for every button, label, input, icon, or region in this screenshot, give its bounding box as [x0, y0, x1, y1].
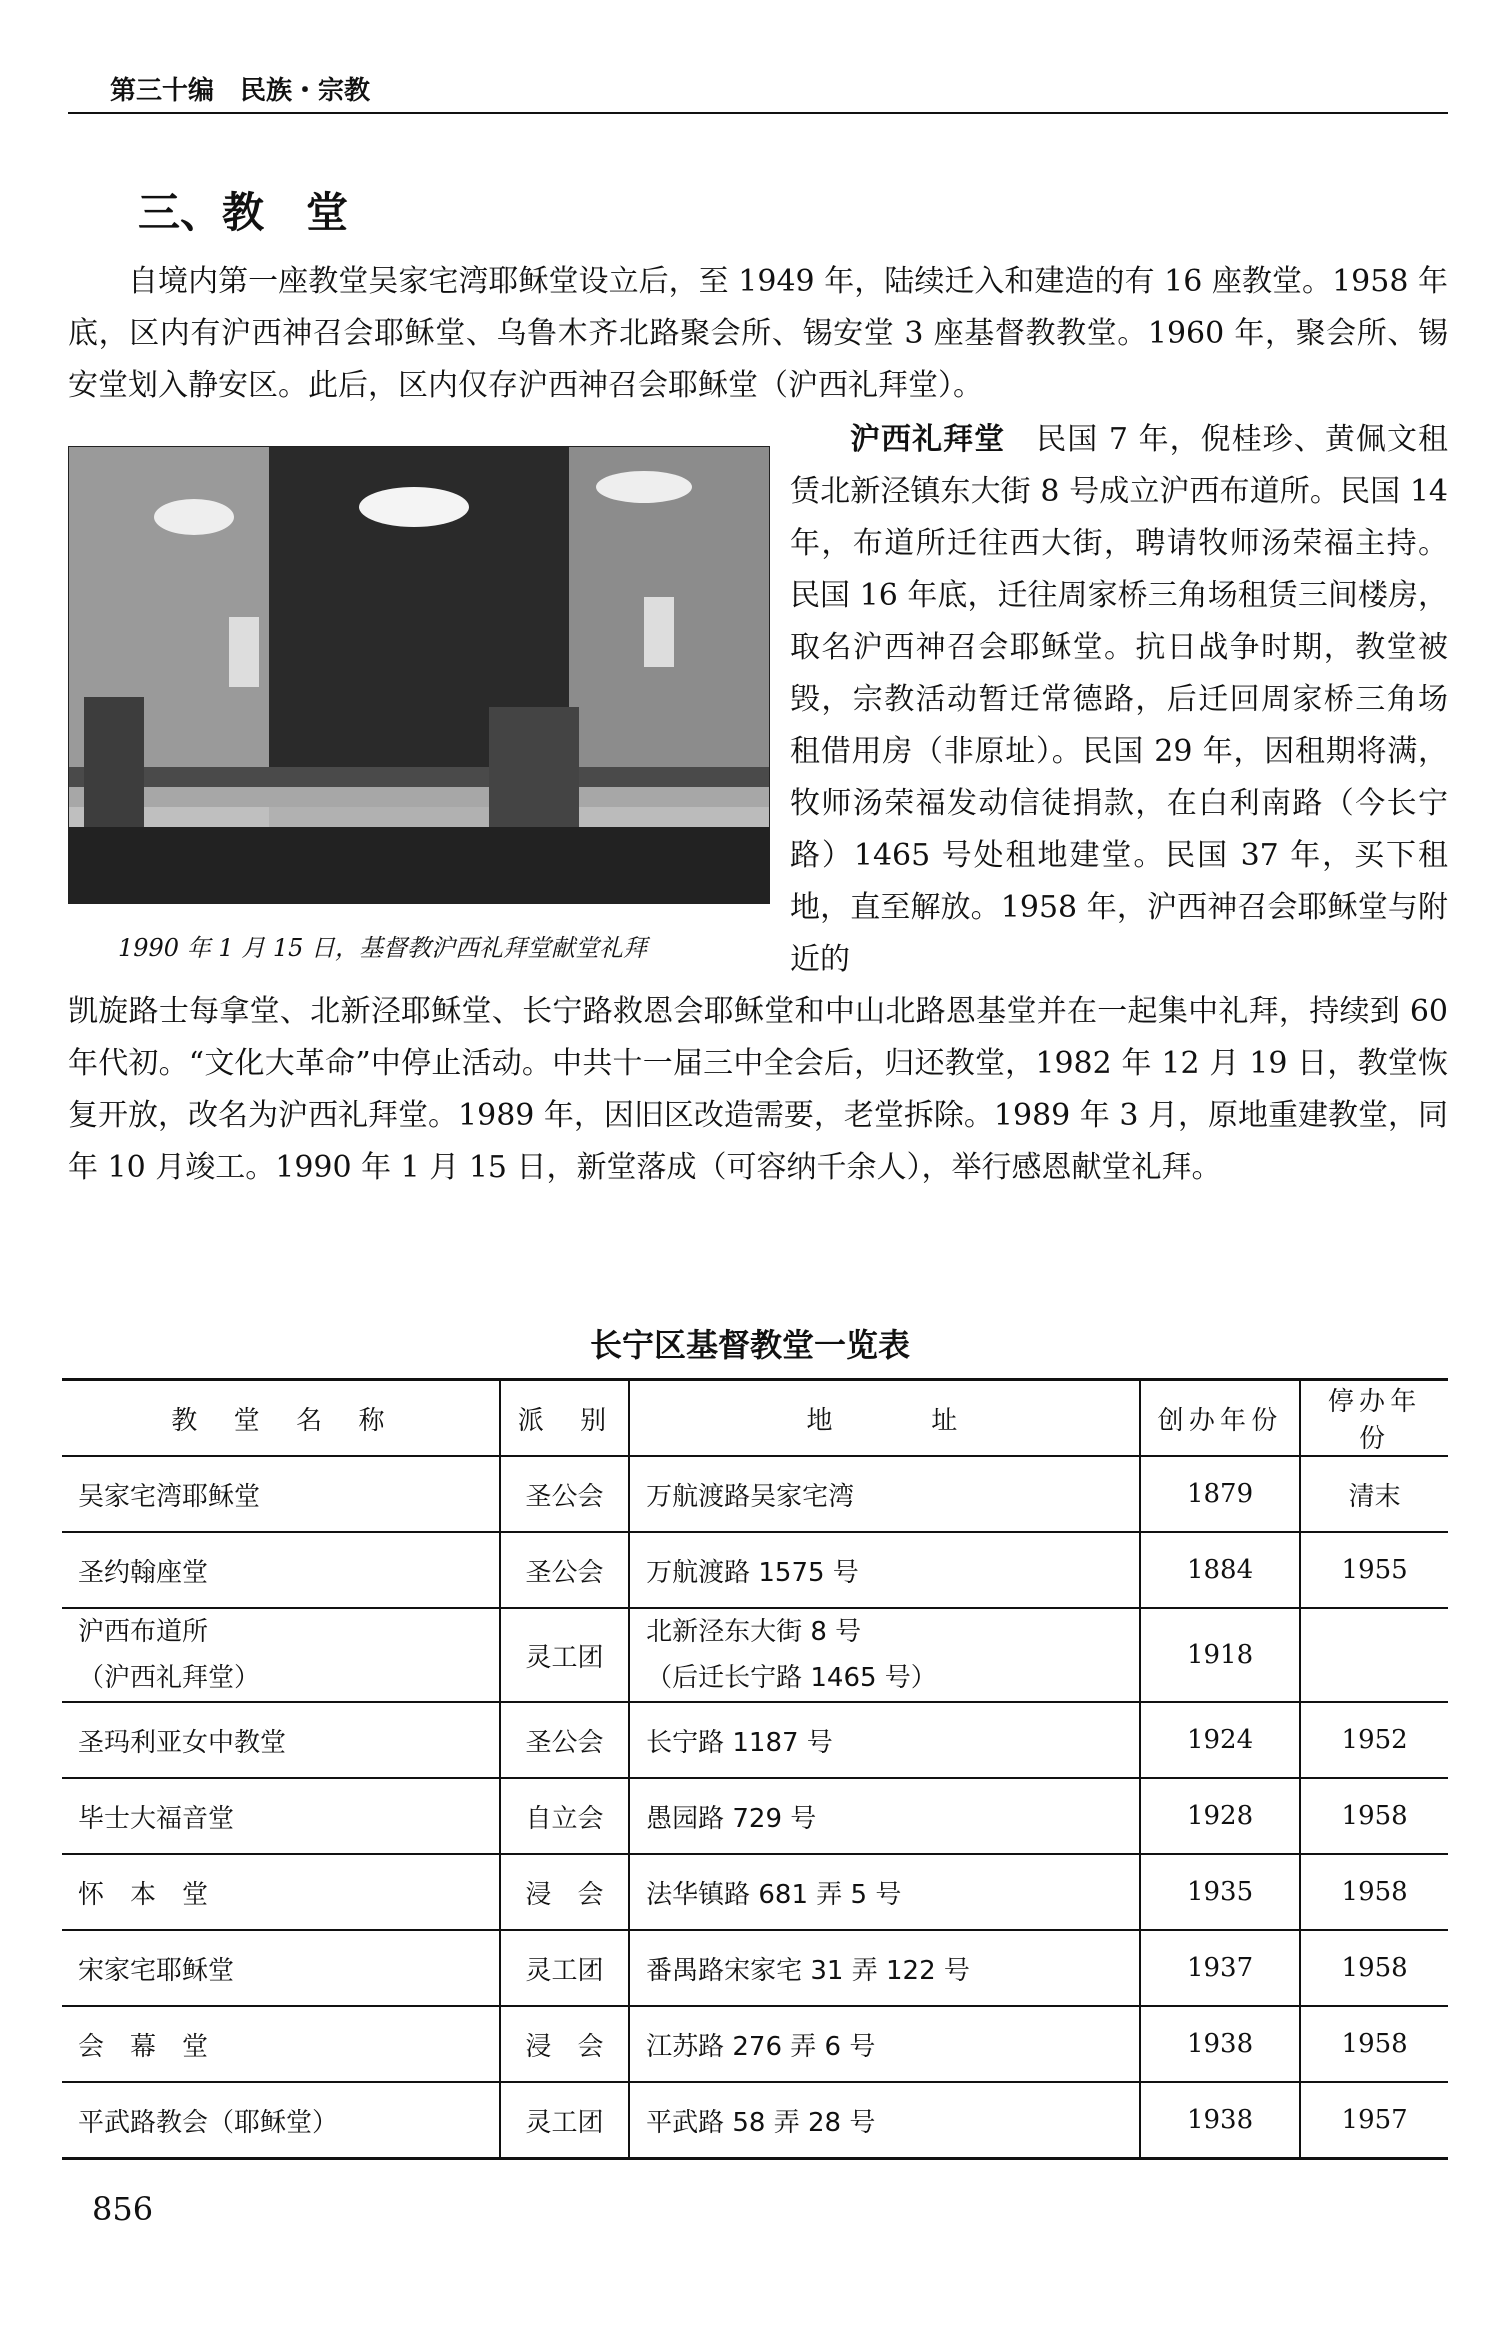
table-row — [62, 1854, 1448, 1930]
church-address: 法华镇路 681 弄 5 号 — [629, 1854, 1140, 1930]
table-row — [62, 1702, 1448, 1778]
church-address: 番禺路宋家宅 31 弄 122 号 — [629, 1930, 1140, 2006]
church-name-line: （沪西礼拜堂） — [78, 1663, 261, 1693]
church-founded: 1938 — [1140, 2006, 1300, 2082]
church-sect: 圣公会 — [500, 1702, 629, 1778]
church-closed: 1952 — [1300, 1702, 1448, 1778]
church-address: 万航渡路 1575 号 — [629, 1532, 1140, 1608]
church-name: 会 幕 堂 — [62, 2006, 500, 2082]
header-name: 教 堂 名 称 — [62, 1380, 500, 1457]
church-sect: 灵工团 — [500, 1608, 629, 1702]
header-sect: 派 别 — [500, 1380, 629, 1457]
church-closed: 清末 — [1300, 1456, 1448, 1532]
church-address: 江苏路 276 弄 6 号 — [629, 2006, 1140, 2082]
huxi-church-text: 民国 7 年，倪桂珍、黄佩文租赁北新泾镇东大街 8 号成立沪西布道所。民国 14 年，布道所迁往西大街，聘请牧师汤荣福主持。民国 16 年底，迁往周家桥三角场租赁三间楼房，取名沪西神召会耶稣堂。抗日战争时期，教堂被毁，宗教活动暂迁常德路，后迁回周家桥三角场租借用房（非原址）。民国 29 年，因租期将满，牧师汤荣福发动信徒捐款，在白利南路（今长宁路）1465 号处租地建堂。民国 37 年，买下租地，直至解放。1958 年，沪西神召会耶稣堂与附近的 — [790, 422, 1448, 977]
page-number: 856 — [92, 2190, 154, 2228]
church-closed: 1958 — [1300, 2006, 1448, 2082]
church-closed: 1958 — [1300, 1854, 1448, 1930]
huxi-church-lead: 沪西礼拜堂 — [850, 422, 1006, 457]
photo-caption: 1990 年 1 月 15 日，基督教沪西礼拜堂献堂礼拜 — [118, 934, 648, 962]
church-address: 愚园路 729 号 — [629, 1778, 1140, 1854]
church-address — [629, 1608, 1140, 1702]
church-closed: 1958 — [1300, 1778, 1448, 1854]
header-founded: 创办年份 — [1140, 1380, 1300, 1457]
church-table — [62, 1378, 1448, 2160]
church-closed: 1955 — [1300, 1532, 1448, 1608]
church-founded: 1935 — [1140, 1854, 1300, 1930]
table-header-row — [62, 1380, 1448, 1457]
table-row — [62, 1930, 1448, 2006]
church-closed: 1958 — [1300, 1930, 1448, 2006]
church-photo — [68, 446, 770, 904]
table-row — [62, 1778, 1448, 1854]
section-title: 三、教 堂 — [138, 188, 349, 237]
church-sect: 浸 会 — [500, 1854, 629, 1930]
church-name: 怀 本 堂 — [62, 1854, 500, 1930]
church-sect: 自立会 — [500, 1778, 629, 1854]
church-sect: 灵工团 — [500, 2082, 629, 2159]
church-name: 圣玛利亚女中教堂 — [62, 1702, 500, 1778]
church-name: 平武路教会（耶稣堂） — [62, 2082, 500, 2159]
table-title: 长宁区基督教堂一览表 — [589, 1326, 910, 1364]
church-founded: 1938 — [1140, 2082, 1300, 2159]
table-row — [62, 2006, 1448, 2082]
church-address: 长宁路 1187 号 — [629, 1702, 1140, 1778]
church-name: 圣约翰座堂 — [62, 1532, 500, 1608]
continuation-paragraph: 凯旋路士每拿堂、北新泾耶稣堂、长宁路救恩会耶稣堂和中山北路恩基堂并在一起集中礼拜，持续到 60 年代初。“文化大革命”中停止活动。中共十一届三中全会后，归还教堂，1982 年 12 月 19 日，教堂恢复开放，改名为沪西礼拜堂。1989 年，因旧区改造需要，老堂拆除。1989 年 3 月，原地重建教堂，同年 10 月竣工。1990 年 1 月 15 日，新堂落成（可容纳千余人），举行感恩献堂礼拜。 — [68, 994, 1448, 1185]
church-sect: 浸 会 — [500, 2006, 629, 2082]
church-sect: 灵工团 — [500, 1930, 629, 2006]
header-address: 地 址 — [629, 1380, 1140, 1457]
table-row — [62, 1532, 1448, 1608]
church-closed — [1300, 1608, 1448, 1702]
church-founded: 1924 — [1140, 1702, 1300, 1778]
church-name-line: 沪西布道所 — [78, 1617, 209, 1647]
church-founded: 1884 — [1140, 1532, 1300, 1608]
church-closed: 1957 — [1300, 2082, 1448, 2159]
church-address: 万航渡路吴家宅湾 — [629, 1456, 1140, 1532]
header-title: 第三十编 民族・宗教 — [110, 76, 371, 106]
table-row — [62, 1608, 1448, 1702]
church-sect: 圣公会 — [500, 1532, 629, 1608]
header-closed: 停办年份 — [1300, 1380, 1448, 1457]
church-founded: 1879 — [1140, 1456, 1300, 1532]
church-address-line: 北新泾东大街 8 号 — [646, 1617, 862, 1647]
church-address: 平武路 58 弄 28 号 — [629, 2082, 1140, 2159]
church-name: 毕士大福音堂 — [62, 1778, 500, 1854]
table-row — [62, 2082, 1448, 2159]
page-header — [68, 68, 1448, 114]
church-founded: 1928 — [1140, 1778, 1300, 1854]
table-row — [62, 1456, 1448, 1532]
church-sect: 圣公会 — [500, 1456, 629, 1532]
intro-paragraph: 自境内第一座教堂吴家宅湾耶稣堂设立后，至 1949 年，陆续迁入和建造的有 16 座教堂。1958 年底，区内有沪西神召会耶稣堂、乌鲁木齐北路聚会所、锡安堂 3 座基督教教堂。1960 年，聚会所、锡安堂划入静安区。此后，区内仅存沪西神召会耶稣堂（沪西礼拜堂）。 — [68, 264, 1448, 403]
church-founded: 1937 — [1140, 1930, 1300, 2006]
church-name: 吴家宅湾耶稣堂 — [62, 1456, 500, 1532]
huxi-church-paragraph — [790, 414, 1448, 986]
church-address-line: （后迁长宁路 1465 号） — [646, 1663, 937, 1693]
church-name — [62, 1608, 500, 1702]
church-name: 宋家宅耶稣堂 — [62, 1930, 500, 2006]
church-founded: 1918 — [1140, 1608, 1300, 1702]
